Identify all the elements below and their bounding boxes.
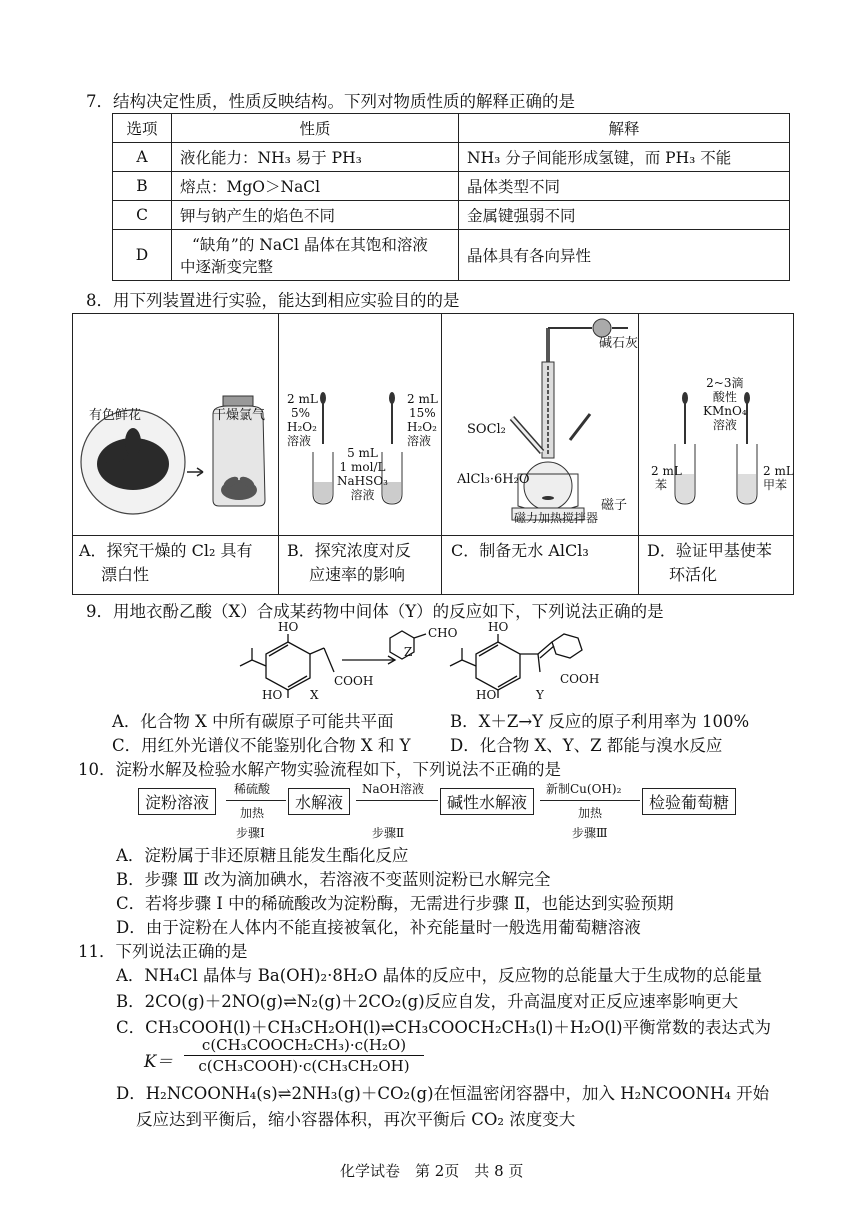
flow-arrow-3-top: 新制Cu(OH)₂: [546, 782, 622, 796]
flow-arrow-3: [540, 800, 640, 801]
img-c-socl2-label: SOCl₂: [467, 422, 506, 437]
img-a-label-chlorine: 干燥氯气: [213, 408, 266, 423]
q11-option-d-line2: 反应达到平衡后，缩小容器体积，再次平衡后 CO₂ 浓度变大: [136, 1110, 576, 1129]
page-footer: 化学试卷 第 2页 共 8 页: [340, 1162, 524, 1180]
flow-box-hydrolysate: 水解液: [288, 788, 350, 815]
q8-apparatus-grid: [72, 313, 794, 595]
q9-z-cho: CHO: [428, 626, 458, 640]
q10-option-b: B．步骤 Ⅲ 改为滴加碘水，若溶液不变蓝则淀粉已水解完全: [116, 870, 551, 889]
img-d-right-volume: 2 mL: [763, 464, 794, 478]
q9-y-ho-top: HO: [488, 620, 509, 634]
q11-option-d-line1: D．H₂NCOONH₄(s)⇌2NH₃(g)＋CO₂(g)在恒温密闭容器中，加入 H₂NCOONH₄ 开始: [116, 1084, 770, 1103]
img-b-left-volume: 2 mL: [287, 392, 318, 406]
flow-box-test-glucose: 检验葡萄糖: [642, 788, 736, 815]
img-a-label-flower: 有色鲜花: [89, 408, 142, 423]
img-c-alcl3-label: AlCl₃·6H₂O: [457, 472, 530, 487]
img-d-solution: 溶液: [712, 418, 737, 432]
q11-stem: 11．下列说法正确的是: [78, 942, 248, 961]
img-d-left-volume: 2 mL: [651, 464, 682, 478]
img-c-stirrer-label: 磁力加热搅拌器: [514, 511, 599, 525]
grid-divider: [73, 535, 793, 536]
flow-arrow-3-bottom: 加热: [578, 806, 603, 820]
q9-stem: 9．用地衣酚乙酸（X）合成某药物中间体（Y）的反应如下，下列说法正确的是: [86, 602, 664, 621]
q10-option-a: A．淀粉属于非还原糖且能发生酯化反应: [116, 846, 409, 865]
q8-option-d-line2: 环活化: [669, 565, 718, 584]
q7-row-d-property: [172, 230, 459, 281]
q8-option-c-line1: C．制备无水 AlCl₃: [451, 541, 589, 560]
img-b-mid-solution: 溶液: [350, 488, 375, 502]
q9-x-cooh: COOH: [334, 674, 374, 688]
q8-option-b: [287, 539, 437, 587]
q9-x-ho-bottom: HO: [262, 688, 283, 702]
q8-option-b-line2: 应速率的影响: [309, 565, 406, 584]
img-d-right-toluene: 甲苯: [763, 478, 788, 492]
img-d-drops: 2~3滴: [706, 376, 744, 390]
flow-arrow-1-top: 稀硫酸: [234, 782, 271, 796]
fraction-bar: [184, 1055, 424, 1056]
q8-stem: 8．用下列装置进行实验，能达到相应实验目的的是: [86, 291, 460, 310]
img-b-right-percent: 15%: [409, 406, 436, 420]
img-b-mid-formula: NaHSO₃: [337, 474, 388, 488]
q7-row-b-explanation: 晶体类型不同: [459, 172, 790, 201]
q7-row-a-explanation: NH₃ 分子间能形成氢键，而 PH₃ 不能: [459, 143, 790, 172]
q9-z-label: Z: [404, 645, 413, 659]
q11-option-a: A．NH₄Cl 晶体与 Ba(OH)₂·8H₂O 晶体的反应中，反应物的总能量大于生成物的总能量: [116, 966, 763, 985]
q11-k-symbol: K＝: [144, 1052, 173, 1071]
q7-row-d-property-line1: “缺角”的 NaCl 晶体在其饱和溶液: [192, 236, 428, 254]
q7-row-c-option: C: [113, 201, 172, 230]
img-d-formula: KMnO₄: [703, 404, 747, 418]
q11-option-c: C．CH₃COOH(l)＋CH₃CH₂OH(l)⇌CH₃COOCH₂CH₃(l)＋H₂O(l)平衡常数的表达式为: [116, 1018, 772, 1037]
q7-header-explanation: 解释: [459, 114, 790, 143]
q8-option-d-line1: D．验证甲基使苯: [647, 541, 772, 560]
q7-header-option: 选项: [113, 114, 172, 143]
q7-stem: 7．结构决定性质，性质反映结构。下列对物质性质的解释正确的是: [86, 92, 575, 111]
q11-k-numerator: c(CH₃COOCH₂CH₃)·c(H₂O): [201, 1036, 407, 1054]
img-d-top-label: [703, 376, 747, 432]
flow-arrow-2-top: NaOH溶液: [362, 782, 424, 796]
flow-box-starch: 淀粉溶液: [138, 788, 216, 815]
flow-step-2: 步骤Ⅱ: [372, 826, 405, 840]
q10-stem: 10．淀粉水解及检验水解产物实验流程如下，下列说法不正确的是: [78, 760, 561, 779]
img-b-right-volume: 2 mL: [407, 392, 438, 406]
q8-option-d: [647, 539, 789, 587]
img-b-right-formula: H₂O₂: [407, 420, 437, 434]
q9-option-d: D．化合物 X、Y、Z 都能与溴水反应: [450, 736, 723, 755]
q9-y-label: Y: [536, 688, 544, 702]
flow-box-alkaline-hydrolysate: 碱性水解液: [440, 788, 534, 815]
q8-option-a-line1: A．探究干燥的 Cl₂ 具有: [79, 541, 253, 560]
img-d-acidic: 酸性: [712, 390, 737, 404]
q7-header-property: 性质: [172, 114, 459, 143]
q7-row-a-property: 液化能力：NH₃ 易于 PH₃: [172, 143, 459, 172]
q11-option-b: B．2CO(g)＋2NO(g)⇌N₂(g)＋2CO₂(g)反应自发，升高温度对正反应速率影响更大: [116, 992, 739, 1011]
q8-option-c: [451, 539, 635, 563]
q9-x-label: X: [310, 688, 319, 702]
img-b-left-percent: 5%: [291, 406, 311, 420]
img-b-left-label: [287, 392, 318, 448]
q9-x-ho-top: HO: [278, 620, 299, 634]
q9-option-c: C．用红外光谱仪不能鉴别化合物 X 和 Y: [112, 736, 411, 755]
q7-row-d-property-line2: 中逐渐变完整: [180, 258, 274, 276]
q10-option-d: D．由于淀粉在人体内不能直接被氧化，补充能量时一般选用葡萄糖溶液: [116, 918, 641, 937]
img-c-stirbar-label: 磁子: [601, 498, 628, 513]
flow-arrow-1: [226, 800, 286, 801]
q8-option-a: [79, 539, 275, 587]
q7-row-b-option: B: [113, 172, 172, 201]
q10-option-c: C．若将步骤 Ⅰ 中的稀硫酸改为淀粉酶，无需进行步骤 Ⅱ，也能达到实验预期: [116, 894, 674, 913]
flower-bottle-figure: [73, 314, 278, 535]
q9-y-ho-bottom: HO: [476, 688, 497, 702]
q8-option-b-line1: B．探究浓度对反: [287, 541, 411, 560]
img-b-right-label: [407, 392, 438, 448]
q8-option-a-line2: 漂白性: [101, 565, 150, 584]
img-d-left-benzene: 苯: [655, 478, 668, 492]
q9-option-a: A．化合物 X 中所有碳原子可能共平面: [112, 712, 394, 731]
q7-row-b-property: 熔点：MgO＞NaCl: [172, 172, 459, 201]
flow-arrow-2: [356, 800, 438, 801]
q7-table: [112, 113, 790, 281]
flow-step-1: 步骤Ⅰ: [236, 826, 265, 840]
flow-step-3: 步骤Ⅲ: [572, 826, 608, 840]
q7-row-c-explanation: 金属键强弱不同: [459, 201, 790, 230]
img-d-right-label: [763, 464, 794, 492]
q7-row-c-property: 钾与钠产生的焰色不同: [172, 201, 459, 230]
img-b-right-solution: 溶液: [407, 434, 432, 448]
q11-k-denominator: c(CH₃COOH)·c(CH₃CH₂OH): [198, 1057, 410, 1075]
q7-row-a-option: A: [113, 143, 172, 172]
img-b-mid-label: [337, 446, 388, 502]
q11-k-fraction: [184, 1036, 424, 1075]
q9-y-cooh: COOH: [560, 672, 600, 686]
flow-arrow-1-bottom: 加热: [240, 806, 265, 820]
img-c-lime-label: 碱石灰: [599, 336, 639, 351]
img-b-left-formula: H₂O₂: [287, 420, 317, 434]
img-d-left-label: [651, 464, 682, 492]
img-b-mid-concentration: 1 mol/L: [339, 460, 386, 474]
q7-row-d-explanation: 晶体具有各向异性: [459, 230, 790, 281]
q9-option-b: B．X＋Z→Y 反应的原子利用率为 100%: [450, 712, 750, 731]
q7-row-d-option: D: [113, 230, 172, 281]
img-b-mid-volume: 5 mL: [347, 446, 378, 460]
img-b-left-solution: 溶液: [287, 434, 312, 448]
